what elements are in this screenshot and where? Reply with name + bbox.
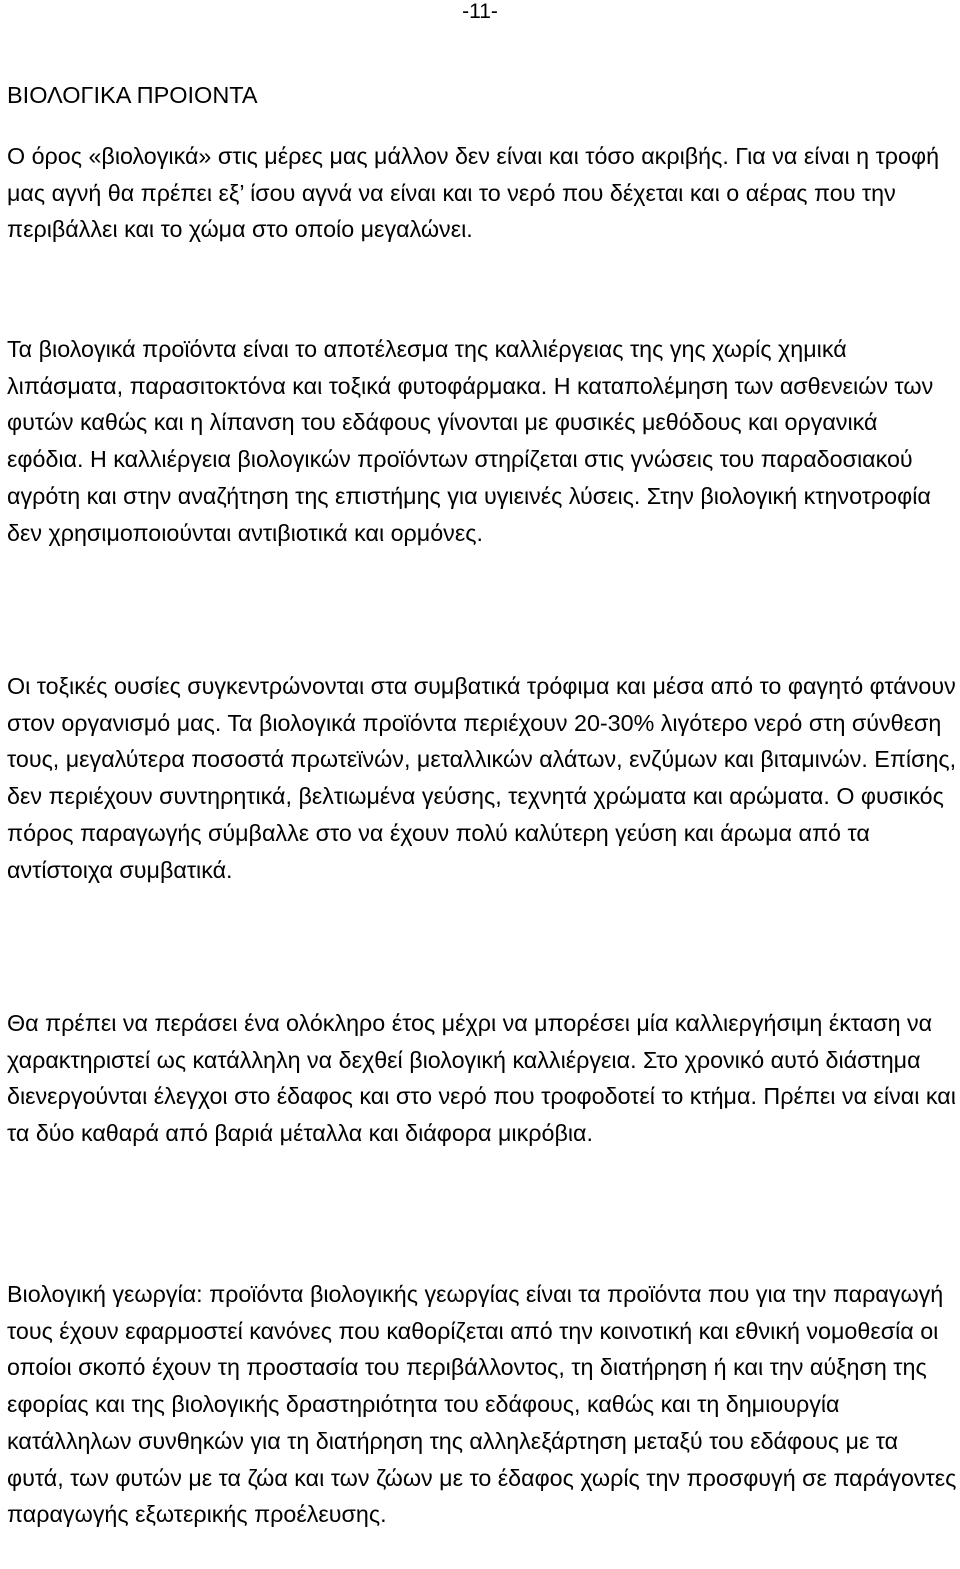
paragraph-definition: Τα βιολογικά προϊόντα είναι το αποτέλεσμα της καλλιέργειας της γης χωρίς χημικά λιπάσματα, παρασιτοκτόνα και τοξικά φυτοφάρμακα. Η καταπολέμηση των ασθενειών των φυτών καθώς και η λίπανση του εδάφους γίνονται με φυσικές μεθόδους και οργανικά εφόδια. Η καλλιέργεια βιολογικών προϊόντων στηρίζεται στις γνώσεις του παραδοσιακού αγρότη και στην αναζήτηση της επιστήμης για υγιεινές λύσεις. Στην βιολογική κτηνοτροφία δεν χρησιμοποιούνται αντιβιοτικά και ορμόνες. xyxy=(7,336,934,546)
page-number: -11- xyxy=(462,0,498,23)
paragraph-intro: Ο όρος «βιολογικά» στις μέρες μας μάλλον δεν είναι και τόσο ακριβής. Για να είναι η τροφή μας αγνή θα πρέπει εξ’ ίσου αγνά να είναι και το νερό που δέχεται και ο αέρας που την περιβάλλει και το χώμα στο οποίο μεγαλώνει. xyxy=(7,143,940,243)
paragraph-conversion: Θα πρέπει να περάσει ένα ολόκληρο έτος μέχρι να μπορέσει μία καλλιεργήσιμη έκταση να χαρακτηριστεί ως κατάλληλη να δεχθεί βιολογική καλλιέργεια. Στο χρονικό αυτό διάστημα διενεργούνται έλεγχοι στο έδαφος και στο νερό που τροφοδοτεί το κτήμα. Πρέπει να είναι και τα δύο καθαρά από βαριά μέταλλα και διάφορα μικρόβια. xyxy=(7,1010,956,1147)
page-title: ΒΙΟΛΟΓΙΚΑ ΠΡΟΙΟΝΤΑ xyxy=(7,82,258,108)
paragraph-benefits: Οι τοξικές ουσίες συγκεντρώνονται στα συμβατικά τρόφιμα και μέσα από το φαγητό φτάνουν στον οργανισμό μας. Τα βιολογικά προϊόντα περιέχουν 20-30% λιγότερο νερό στη σύνθεση τους, μεγαλύτερα ποσοστά πρωτεϊνών, μεταλλικών αλάτων, ενζύμων και βιταμινών. Επίσης, δεν περιέχουν συντηρητικά, βελτιωμένα γεύσης, τεχνητά χρώματα και αρώματα. Ο φυσικός πόρος παραγωγής σύμβαλλε στο να έχουν πολύ καλύτερη γεύση και άρωμα από τα αντίστοιχα συμβατικά. xyxy=(7,673,957,883)
paragraph-organic-farming: Βιολογική γεωργία: προϊόντα βιολογικής γεωργίας είναι τα προϊόντα που για την παραγωγή τους έχουν εφαρμοστεί κανόνες που καθορίζεται από την κοινοτική και εθνική νομοθεσία οι οποίοι σκοπό έχουν τη προστασία του περιβάλλοντος, τη διατήρηση ή και την αύξηση της εφορίας και της βιολογικής δραστηριότητα του εδάφους, καθώς και τη δημιουργία κατάλληλων συνθηκών για τη διατήρηση της αλληλεξάρτηση μεταξύ του εδάφους με τα φυτά, των φυτών με τα ζώα και των ζώων με το έδαφος χωρίς την προσφυγή σε παράγοντες παραγωγής εξωτερικής προέλευσης. xyxy=(7,1281,957,1528)
